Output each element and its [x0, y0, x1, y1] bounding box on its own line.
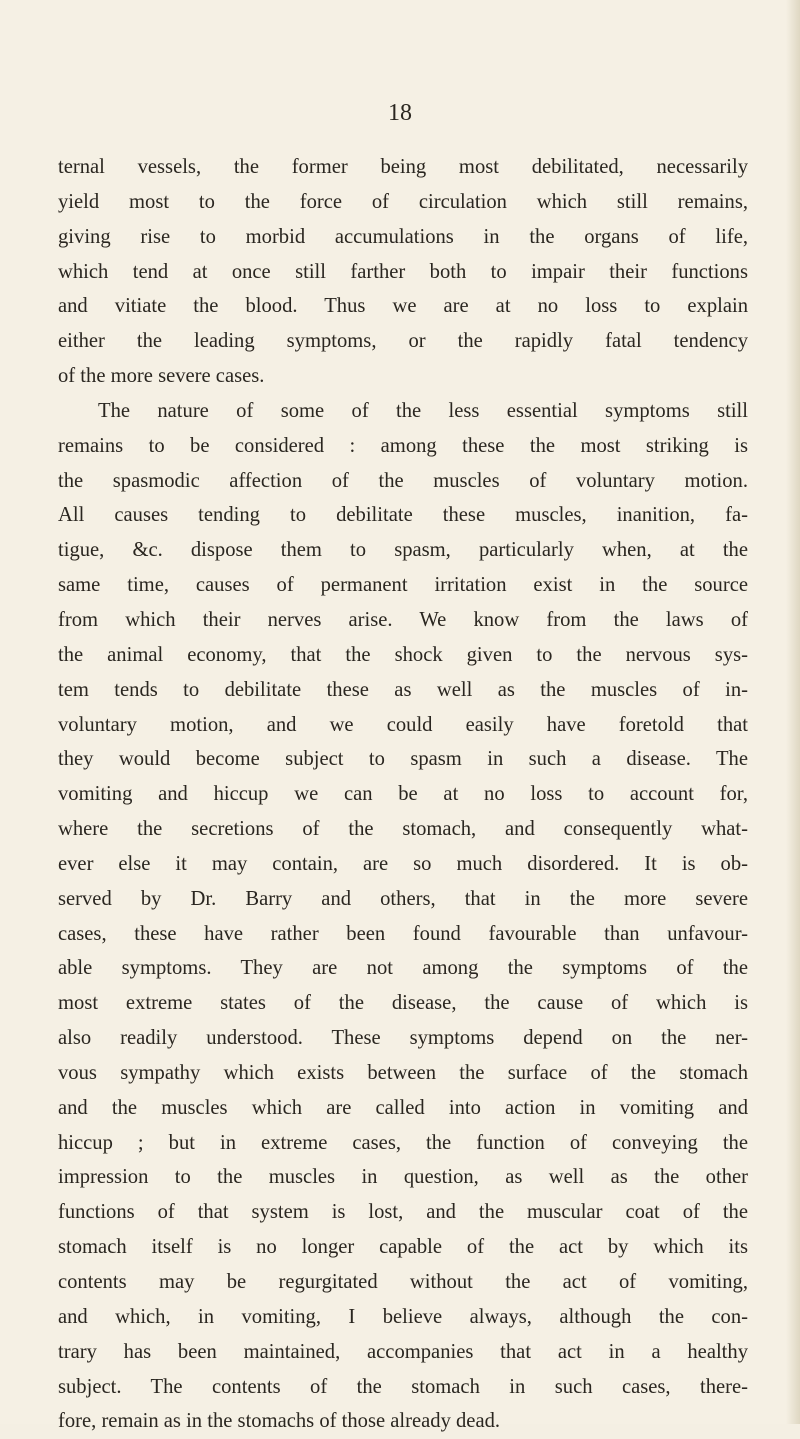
page-edge-shadow: [786, 0, 800, 1424]
text-line: subject. The contents of the stomach in such cases, there-: [58, 1375, 748, 1398]
text-line: served by Dr. Barry and others, that in the more severe: [58, 887, 748, 910]
text-line: where the secretions of the stomach, and consequently what-: [58, 818, 748, 841]
text-line: contents may be regurgitated without the act of vomiting,: [58, 1271, 748, 1293]
text-line: which tend at once still farther both to impair their functions: [58, 260, 748, 283]
text-line: of the more severe cases.: [58, 365, 265, 388]
text-line: ternal vessels, the former being most debilitated, necessarily: [58, 156, 748, 178]
text-line: from which their nerves arise. We know from the laws of: [58, 608, 748, 631]
text-line: trary has been maintained, accompanies that act in a healthy: [58, 1340, 748, 1363]
text-line: most extreme states of the disease, the cause of which is: [58, 992, 748, 1015]
text-line: voluntary motion, and we could easily have foretold that: [58, 713, 748, 736]
text-line: stomach itself is no longer capable of the act by which its: [58, 1236, 748, 1259]
text-line: able symptoms. They are not among the symptoms of the: [58, 957, 748, 980]
text-line: ever else it may contain, are so much disordered. It is ob-: [58, 852, 748, 875]
text-line: and the muscles which are called into action in vomiting and: [58, 1096, 748, 1119]
text-line: either the leading symptoms, or the rapidly fatal tendency: [58, 330, 748, 353]
text-line: they would become subject to spasm in such a disease. The: [58, 748, 748, 771]
text-line: fore, remain as in the stomachs of those already dead.: [58, 1410, 501, 1433]
text-line: the animal economy, that the shock given to the nervous sys-: [58, 643, 748, 666]
text-line: and vitiate the blood. Thus we are at no loss to explain: [58, 295, 748, 318]
text-line: The nature of some of the less essential symptoms still: [98, 399, 748, 422]
text-line: same time, causes of permanent irritation exist in the source: [58, 574, 748, 597]
text-line: tem tends to debilitate these as well as the muscles of in-: [58, 678, 748, 701]
text-line: vous sympathy which exists between the surface of the stomach: [58, 1061, 748, 1084]
text-line: the spasmodic affection of the muscles of voluntary motion.: [58, 469, 748, 492]
text-line: tigue, &c. dispose them to spasm, particularly when, at the: [58, 539, 748, 562]
text-line: also readily understood. These symptoms depend on the ner-: [58, 1027, 748, 1050]
text-line: hiccup ; but in extreme cases, the function of conveying the: [58, 1131, 748, 1154]
text-line: giving rise to morbid accumulations in the organs of life,: [58, 225, 748, 248]
text-line: remains to be considered : among these the most striking is: [58, 434, 748, 457]
text-line: and which, in vomiting, I believe always, although the con-: [58, 1305, 748, 1328]
page-number: 18: [388, 100, 412, 126]
body-text: [58, 150, 748, 1439]
text-line: yield most to the force of circulation which still remains,: [58, 190, 748, 213]
text-line: functions of that system is lost, and the muscular coat of the: [58, 1201, 748, 1224]
text-line: cases, these have rather been found favourable than unfavour-: [58, 922, 748, 945]
text-line: vomiting and hiccup we can be at no loss to account for,: [58, 783, 748, 806]
text-line: All causes tending to debilitate these muscles, inanition, fa-: [58, 504, 748, 527]
text-line: impression to the muscles in question, as well as the other: [58, 1166, 748, 1189]
